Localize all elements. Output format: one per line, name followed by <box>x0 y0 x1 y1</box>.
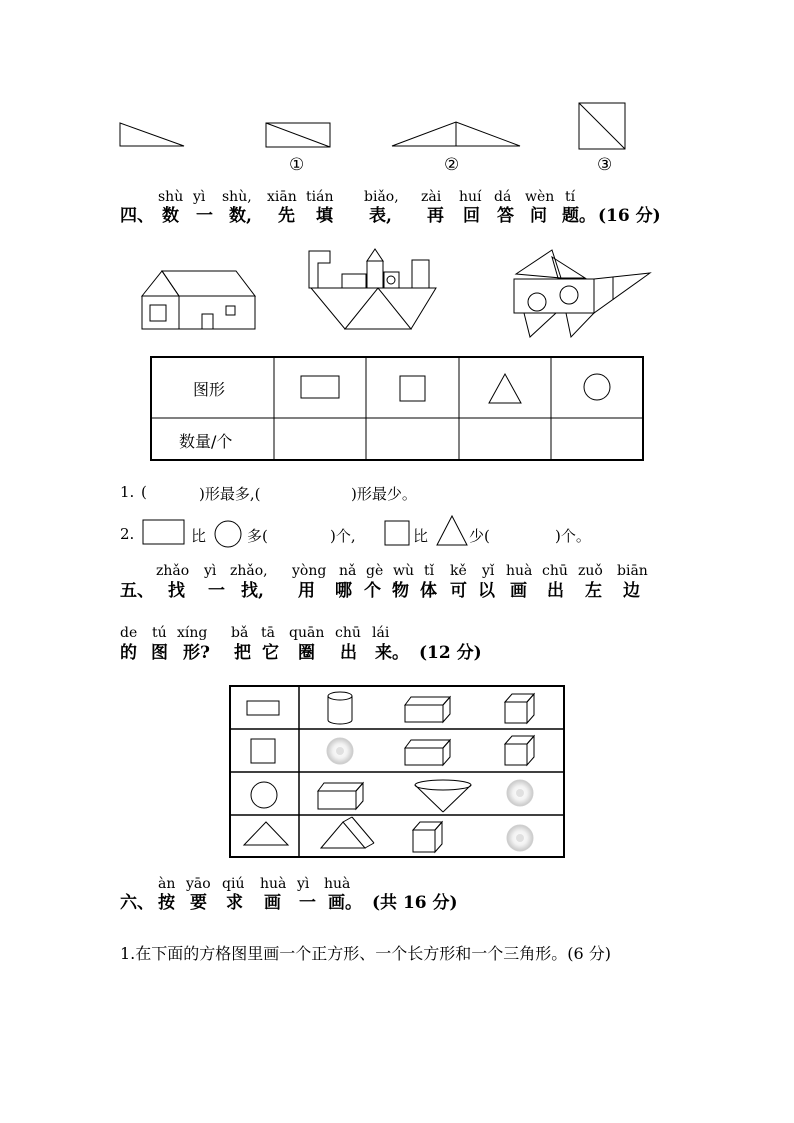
triangle-shape-icon <box>244 822 288 845</box>
disc-solid[interactable] <box>327 738 353 764</box>
disc-solid[interactable] <box>507 780 533 806</box>
cylinder-solid[interactable] <box>328 692 352 724</box>
row-label-shape: 图形 <box>193 380 226 399</box>
cone-solid[interactable] <box>415 780 471 812</box>
cube-solid[interactable] <box>505 736 534 765</box>
cube-solid[interactable] <box>413 822 442 852</box>
label-1: ① <box>289 155 305 175</box>
triangular-prism-solid[interactable] <box>321 817 374 848</box>
square-shape-icon <box>251 739 275 763</box>
label-3: ③ <box>597 155 613 175</box>
label-2: ② <box>444 155 460 175</box>
circle-shape-icon <box>251 782 277 808</box>
row-label-count: 数量/个 <box>179 432 233 451</box>
cuboid-solid[interactable] <box>405 697 450 722</box>
disc-solid[interactable] <box>507 825 533 851</box>
rectangle-shape-icon <box>247 701 279 715</box>
question-6-1: 1.在下面的方格图里画一个正方形、一个长方形和一个三角形。(6 分) <box>120 944 612 963</box>
cuboid-solid[interactable] <box>405 740 450 765</box>
cuboid-solid[interactable] <box>318 783 363 809</box>
cube-solid[interactable] <box>505 694 534 723</box>
